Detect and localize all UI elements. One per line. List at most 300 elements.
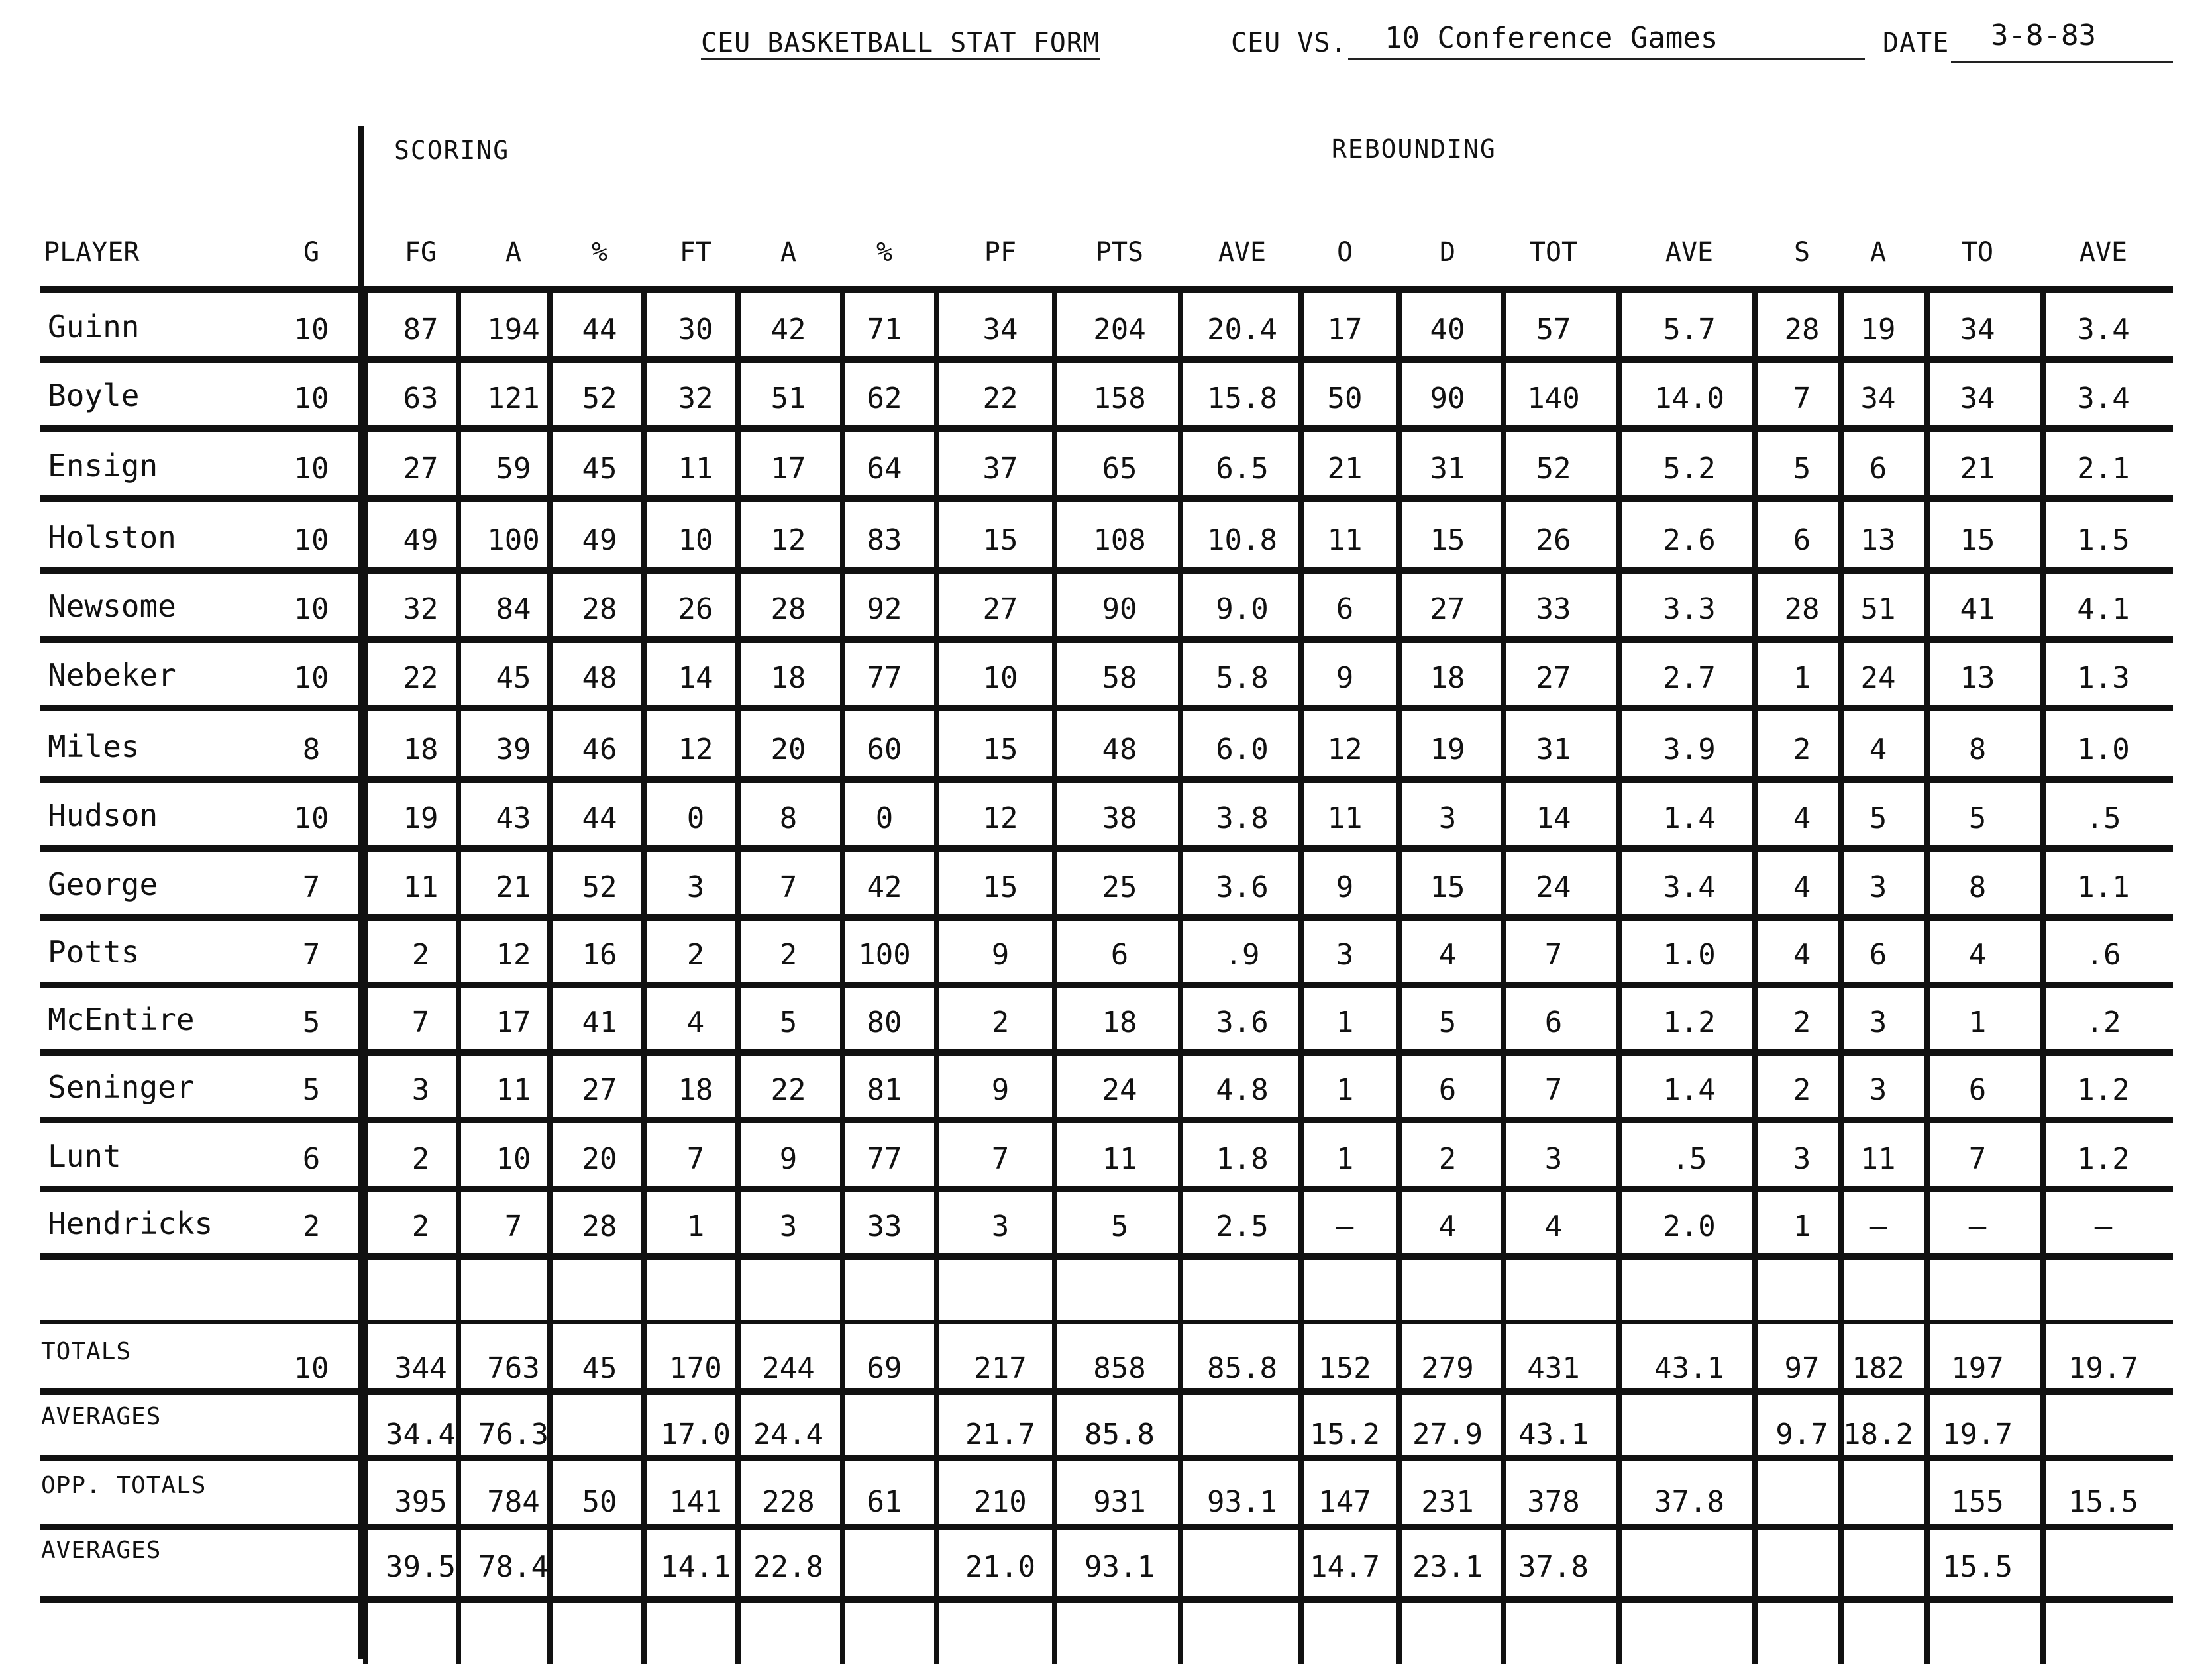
summary-cell: 378 bbox=[1527, 1485, 1580, 1519]
stat-cell: 15 bbox=[1430, 870, 1465, 904]
column-divider bbox=[547, 286, 553, 1664]
stat-cell: 27 bbox=[982, 592, 1018, 626]
stat-cell: 33 bbox=[867, 1210, 902, 1243]
stat-cell: 3 bbox=[1438, 802, 1457, 835]
stat-cell: 19 bbox=[1860, 313, 1896, 346]
stat-cell: 1.0 bbox=[2077, 733, 2130, 766]
summary-cell: 50 bbox=[582, 1485, 617, 1519]
stat-cell: 17 bbox=[1327, 313, 1363, 346]
stat-cell: 9 bbox=[1336, 661, 1354, 695]
stat-cell: 4 bbox=[1544, 1210, 1563, 1243]
summary-cell: 15.5 bbox=[1942, 1550, 2013, 1584]
stat-cell: 52 bbox=[582, 382, 617, 415]
stat-cell: 10 bbox=[678, 523, 713, 557]
stat-cell: 62 bbox=[867, 382, 902, 415]
stat-cell: 6 bbox=[1438, 1073, 1457, 1107]
stat-cell: 3 bbox=[1544, 1142, 1563, 1176]
stat-cell: 81 bbox=[867, 1073, 902, 1107]
stat-cell: 1.2 bbox=[1663, 1006, 1716, 1039]
summary-cell: 39.5 bbox=[386, 1550, 456, 1584]
summary-cell: 244 bbox=[762, 1351, 815, 1385]
summary-rule bbox=[40, 1596, 2173, 1603]
stat-cell: 4 bbox=[1438, 1210, 1457, 1243]
col-header-7: % bbox=[876, 237, 893, 268]
stat-cell: 41 bbox=[582, 1006, 617, 1039]
stat-cell: .5 bbox=[1671, 1142, 1707, 1176]
player-name: Holston bbox=[48, 519, 176, 555]
col-header-16: A bbox=[1870, 237, 1887, 268]
summary-cell: 14.7 bbox=[1310, 1550, 1380, 1584]
stat-cell: 50 bbox=[1327, 382, 1363, 415]
stat-cell: 0 bbox=[875, 802, 894, 835]
stat-cell: 60 bbox=[867, 733, 902, 766]
stat-cell: 1 bbox=[1336, 1073, 1354, 1107]
stat-cell: 1 bbox=[1336, 1142, 1354, 1176]
stat-cell: 7 bbox=[1544, 938, 1563, 972]
stat-cell: 3.6 bbox=[1216, 1006, 1269, 1039]
stat-cell: 64 bbox=[867, 452, 902, 486]
stat-cell: 44 bbox=[582, 313, 617, 346]
stat-cell: 51 bbox=[1860, 592, 1896, 626]
stat-cell: 5.8 bbox=[1216, 661, 1269, 695]
stat-cell: 77 bbox=[867, 1142, 902, 1176]
stat-cell: 3 bbox=[1869, 1073, 1887, 1107]
stat-cell: 108 bbox=[1093, 523, 1146, 557]
col-header-1: G bbox=[303, 237, 320, 268]
stat-cell: 83 bbox=[867, 523, 902, 557]
stat-cell: 45 bbox=[496, 661, 531, 695]
stat-cell: 2 bbox=[411, 1210, 430, 1243]
column-divider bbox=[934, 286, 939, 1664]
stat-cell: 27 bbox=[582, 1073, 617, 1107]
stat-cell: 2.7 bbox=[1663, 661, 1716, 695]
stat-cell: 4 bbox=[1869, 733, 1887, 766]
stat-cell: 10 bbox=[293, 592, 329, 626]
stat-cell: 3.4 bbox=[2077, 382, 2130, 415]
stat-cell: 4.1 bbox=[2077, 592, 2130, 626]
stat-cell: 31 bbox=[1430, 452, 1465, 486]
stat-cell: 18 bbox=[403, 733, 439, 766]
summary-cell: 147 bbox=[1318, 1485, 1371, 1519]
col-header-15: S bbox=[1793, 237, 1811, 268]
summary-cell: 14.1 bbox=[660, 1550, 731, 1584]
summary-cell: 18.2 bbox=[1843, 1418, 1913, 1451]
stat-cell: 10 bbox=[496, 1142, 531, 1176]
summary-cell: 231 bbox=[1421, 1485, 1474, 1519]
stat-cell: 33 bbox=[1536, 592, 1571, 626]
stat-cell: 6 bbox=[1968, 1073, 1987, 1107]
stat-cell: 12 bbox=[678, 733, 713, 766]
stat-cell: 24 bbox=[1536, 870, 1571, 904]
stat-cell: 7 bbox=[779, 870, 798, 904]
col-header-player: PLAYER bbox=[44, 237, 140, 268]
stat-cell: 12 bbox=[1327, 733, 1363, 766]
player-name: Boyle bbox=[48, 378, 140, 413]
stat-cell: 1 bbox=[686, 1210, 705, 1243]
stat-cell: 1.4 bbox=[1663, 1073, 1716, 1107]
stat-cell: 32 bbox=[403, 592, 439, 626]
stat-cell: 26 bbox=[678, 592, 713, 626]
summary-cell: 155 bbox=[1951, 1485, 2004, 1519]
stat-cell: 1 bbox=[1336, 1006, 1354, 1039]
stat-cell: 15 bbox=[982, 870, 1018, 904]
stat-cell: 4 bbox=[1793, 938, 1811, 972]
stat-cell: 12 bbox=[496, 938, 531, 972]
stat-cell: 3.4 bbox=[1663, 870, 1716, 904]
stat-cell: 5 bbox=[1968, 802, 1987, 835]
stat-cell: 12 bbox=[982, 802, 1018, 835]
stat-cell: 46 bbox=[582, 733, 617, 766]
stat-cell: 1 bbox=[1968, 1006, 1987, 1039]
stat-cell: 7 bbox=[686, 1142, 705, 1176]
summary-cell: 152 bbox=[1318, 1351, 1371, 1385]
stat-cell: 77 bbox=[867, 661, 902, 695]
stat-cell: 2 bbox=[686, 938, 705, 972]
player-name: Guinn bbox=[48, 309, 140, 344]
stat-cell: 21 bbox=[1960, 452, 1995, 486]
column-divider bbox=[735, 286, 741, 1664]
summary-cell: 210 bbox=[974, 1485, 1027, 1519]
vs-underline bbox=[1348, 58, 1865, 60]
stat-cell: 20 bbox=[582, 1142, 617, 1176]
date-value[interactable]: 3-8-83 bbox=[1991, 19, 2096, 52]
stat-cell: 10 bbox=[293, 452, 329, 486]
col-header-18: AVE bbox=[2079, 237, 2128, 268]
stat-cell: 100 bbox=[858, 938, 911, 972]
stat-cell: 7 bbox=[504, 1210, 523, 1243]
stat-cell: 37 bbox=[982, 452, 1018, 486]
row-rule bbox=[40, 495, 2173, 502]
summary-label: OPP. TOTALS bbox=[41, 1472, 207, 1499]
stat-cell: .9 bbox=[1224, 938, 1260, 972]
stat-cell: 10 bbox=[293, 661, 329, 695]
summary-cell: 141 bbox=[669, 1485, 722, 1519]
stat-cell: 11 bbox=[496, 1073, 531, 1107]
stat-cell: 34 bbox=[1960, 382, 1995, 415]
stat-cell: 11 bbox=[1860, 1142, 1896, 1176]
stat-cell: 3 bbox=[686, 870, 705, 904]
stat-cell: 7 bbox=[1968, 1142, 1987, 1176]
summary-cell: 279 bbox=[1421, 1351, 1474, 1385]
stat-cell: 45 bbox=[582, 452, 617, 486]
stat-cell: 4.8 bbox=[1216, 1073, 1269, 1107]
stat-cell: 1 bbox=[1793, 661, 1811, 695]
stat-cell: 51 bbox=[770, 382, 806, 415]
stat-cell: – bbox=[2094, 1210, 2113, 1243]
col-header-4: % bbox=[591, 237, 608, 268]
stat-cell: 2.5 bbox=[1216, 1210, 1269, 1243]
player-name: Hendricks bbox=[48, 1206, 213, 1241]
stat-cell: 28 bbox=[1784, 313, 1820, 346]
player-name: Potts bbox=[48, 934, 140, 970]
stat-cell: 49 bbox=[403, 523, 439, 557]
stat-cell: 12 bbox=[770, 523, 806, 557]
summary-cell: 763 bbox=[487, 1351, 540, 1385]
stat-cell: – bbox=[1336, 1210, 1354, 1243]
summary-cell: 931 bbox=[1093, 1485, 1146, 1519]
stat-cell: 1.8 bbox=[1216, 1142, 1269, 1176]
stat-cell: 204 bbox=[1093, 313, 1146, 346]
stat-cell: 100 bbox=[487, 523, 540, 557]
column-divider bbox=[1616, 286, 1622, 1664]
stat-cell: 59 bbox=[496, 452, 531, 486]
summary-label: TOTALS bbox=[41, 1338, 132, 1365]
summary-cell: 93.1 bbox=[1207, 1485, 1277, 1519]
blank-row-rule bbox=[40, 1320, 2173, 1324]
stat-cell: .2 bbox=[2085, 1006, 2121, 1039]
stat-cell: 32 bbox=[678, 382, 713, 415]
summary-cell: 170 bbox=[669, 1351, 722, 1385]
stat-cell: – bbox=[1968, 1210, 1987, 1243]
summary-rule bbox=[40, 1455, 2173, 1461]
stat-cell: 158 bbox=[1093, 382, 1146, 415]
col-header-12: D bbox=[1439, 237, 1456, 268]
stat-cell: 14 bbox=[1536, 802, 1571, 835]
row-rule bbox=[40, 567, 2173, 574]
stat-cell: 90 bbox=[1102, 592, 1137, 626]
stat-cell: 4 bbox=[1968, 938, 1987, 972]
stat-cell: 5 bbox=[302, 1073, 321, 1107]
stat-cell: 3.9 bbox=[1663, 733, 1716, 766]
stat-cell: 3.3 bbox=[1663, 592, 1716, 626]
stat-cell: 30 bbox=[678, 313, 713, 346]
stat-cell: 52 bbox=[1536, 452, 1571, 486]
stat-cell: 6 bbox=[302, 1142, 321, 1176]
player-name: Miles bbox=[48, 729, 140, 764]
stat-cell: 42 bbox=[867, 870, 902, 904]
col-header-14: AVE bbox=[1665, 237, 1714, 268]
stat-cell: 10 bbox=[293, 802, 329, 835]
summary-rule bbox=[40, 1388, 2173, 1395]
summary-cell: 21.0 bbox=[965, 1550, 1035, 1584]
stat-cell: 4 bbox=[1793, 802, 1811, 835]
stat-cell: 92 bbox=[867, 592, 902, 626]
column-divider bbox=[363, 286, 368, 1664]
summary-cell: 93.1 bbox=[1084, 1550, 1155, 1584]
stat-cell: 20 bbox=[770, 733, 806, 766]
stat-cell: 3.8 bbox=[1216, 802, 1269, 835]
col-header-9: PTS bbox=[1095, 237, 1144, 268]
stat-cell: 2.0 bbox=[1663, 1210, 1716, 1243]
summary-cell: 97 bbox=[1784, 1351, 1820, 1385]
player-name: Hudson bbox=[48, 798, 158, 833]
stat-cell: 28 bbox=[582, 592, 617, 626]
row-rule bbox=[40, 1253, 2173, 1260]
stat-cell: .6 bbox=[2085, 938, 2121, 972]
column-divider bbox=[1924, 286, 1930, 1664]
stat-cell: 2 bbox=[779, 938, 798, 972]
summary-cell: 78.4 bbox=[478, 1550, 549, 1584]
col-header-13: TOT bbox=[1529, 237, 1578, 268]
stat-cell: 40 bbox=[1430, 313, 1465, 346]
player-name: George bbox=[48, 866, 158, 902]
column-divider bbox=[1052, 286, 1057, 1664]
stat-cell: 8 bbox=[779, 802, 798, 835]
stat-cell: 3.6 bbox=[1216, 870, 1269, 904]
summary-cell: 24.4 bbox=[753, 1418, 823, 1451]
summary-cell: 197 bbox=[1951, 1351, 2004, 1385]
summary-cell: 182 bbox=[1852, 1351, 1905, 1385]
column-divider bbox=[641, 286, 647, 1664]
stat-cell: 1.5 bbox=[2077, 523, 2130, 557]
stat-cell: 10.8 bbox=[1207, 523, 1277, 557]
summary-cell: 344 bbox=[394, 1351, 447, 1385]
stat-cell: 34 bbox=[1860, 382, 1896, 415]
stat-cell: 27 bbox=[1536, 661, 1571, 695]
summary-cell: 22.8 bbox=[753, 1550, 823, 1584]
stat-cell: 58 bbox=[1102, 661, 1137, 695]
stat-cell: 194 bbox=[487, 313, 540, 346]
stat-cell: – bbox=[1869, 1210, 1887, 1243]
col-header-11: O bbox=[1336, 237, 1353, 268]
stat-cell: 18 bbox=[1102, 1006, 1137, 1039]
summary-cell: 858 bbox=[1093, 1351, 1146, 1385]
stat-cell: 25 bbox=[1102, 870, 1137, 904]
form-title: CEU BASKETBALL STAT FORM bbox=[701, 28, 1100, 60]
summary-label: AVERAGES bbox=[41, 1403, 162, 1430]
stat-cell: 43 bbox=[496, 802, 531, 835]
stat-cell: 49 bbox=[582, 523, 617, 557]
stat-cell: 4 bbox=[1438, 938, 1457, 972]
summary-cell: 217 bbox=[974, 1351, 1027, 1385]
stat-cell: 7 bbox=[991, 1142, 1010, 1176]
stat-cell: 42 bbox=[770, 313, 806, 346]
vs-value[interactable]: 10 Conference Games bbox=[1385, 21, 1718, 55]
stat-cell: 41 bbox=[1960, 592, 1995, 626]
column-divider bbox=[1298, 286, 1304, 1664]
stat-cell: 3 bbox=[1336, 938, 1354, 972]
summary-cell: 431 bbox=[1527, 1351, 1580, 1385]
stat-cell: .5 bbox=[2085, 802, 2121, 835]
summary-cell: 43.1 bbox=[1654, 1351, 1724, 1385]
header-rule bbox=[40, 286, 2173, 293]
summary-cell: 27.9 bbox=[1412, 1418, 1483, 1451]
stat-cell: 65 bbox=[1102, 452, 1137, 486]
stat-cell: 2 bbox=[1793, 1006, 1811, 1039]
summary-cell: 69 bbox=[867, 1351, 902, 1385]
summary-cell: 15.5 bbox=[2068, 1485, 2138, 1519]
stat-cell: 10 bbox=[293, 313, 329, 346]
stat-cell: 13 bbox=[1960, 661, 1995, 695]
player-name: Ensign bbox=[48, 448, 158, 484]
stat-cell: 38 bbox=[1102, 802, 1137, 835]
summary-cell: 23.1 bbox=[1412, 1550, 1483, 1584]
stat-cell: 27 bbox=[1430, 592, 1465, 626]
stat-cell: 17 bbox=[496, 1006, 531, 1039]
summary-cell: 76.3 bbox=[478, 1418, 549, 1451]
summary-cell: 21.7 bbox=[965, 1418, 1035, 1451]
stat-cell: 2 bbox=[1793, 733, 1811, 766]
row-rule bbox=[40, 1186, 2173, 1192]
stat-cell: 0 bbox=[686, 802, 705, 835]
row-rule bbox=[40, 776, 2173, 783]
column-divider bbox=[840, 286, 845, 1664]
stat-cell: 5 bbox=[1793, 452, 1811, 486]
stat-cell: 15 bbox=[1430, 523, 1465, 557]
stat-cell: 2 bbox=[991, 1006, 1010, 1039]
player-name: Nebeker bbox=[48, 657, 176, 693]
stat-cell: 1.4 bbox=[1663, 802, 1716, 835]
stat-cell: 3 bbox=[411, 1073, 430, 1107]
stat-cell: 7 bbox=[302, 938, 321, 972]
player-name: Seninger bbox=[48, 1069, 195, 1105]
row-rule bbox=[40, 1117, 2173, 1123]
col-header-6: A bbox=[780, 237, 797, 268]
stat-cell: 71 bbox=[867, 313, 902, 346]
stat-cell: 48 bbox=[1102, 733, 1137, 766]
stat-cell: 15 bbox=[1960, 523, 1995, 557]
stat-cell: 2 bbox=[411, 1142, 430, 1176]
stat-cell: 1.0 bbox=[1663, 938, 1716, 972]
section-rebounding: REBOUNDING bbox=[1332, 134, 1497, 164]
stat-cell: 3 bbox=[1793, 1142, 1811, 1176]
stat-cell: 10 bbox=[293, 382, 329, 415]
summary-cell: 61 bbox=[867, 1485, 902, 1519]
stat-cell: 18 bbox=[1430, 661, 1465, 695]
stat-cell: 22 bbox=[982, 382, 1018, 415]
stat-cell: 140 bbox=[1527, 382, 1580, 415]
stat-cell: 26 bbox=[1536, 523, 1571, 557]
stat-cell: 6 bbox=[1793, 523, 1811, 557]
stat-cell: 10 bbox=[982, 661, 1018, 695]
col-header-10: AVE bbox=[1218, 237, 1267, 268]
stat-cell: 9 bbox=[1336, 870, 1354, 904]
stat-cell: 52 bbox=[582, 870, 617, 904]
stat-cell: 18 bbox=[770, 661, 806, 695]
col-header-2: FG bbox=[404, 237, 437, 268]
stat-cell: 1.1 bbox=[2077, 870, 2130, 904]
col-header-5: FT bbox=[679, 237, 712, 268]
stat-cell: 1.2 bbox=[2077, 1142, 2130, 1176]
stat-cell: 1.2 bbox=[2077, 1073, 2130, 1107]
stat-cell: 90 bbox=[1430, 382, 1465, 415]
row-rule bbox=[40, 636, 2173, 643]
stat-cell: 6 bbox=[1869, 452, 1887, 486]
stat-cell: 22 bbox=[770, 1073, 806, 1107]
stat-cell: 2 bbox=[1438, 1142, 1457, 1176]
row-rule bbox=[40, 356, 2173, 363]
stat-cell: 20.4 bbox=[1207, 313, 1277, 346]
stat-cell: 14 bbox=[678, 661, 713, 695]
column-divider bbox=[1396, 286, 1402, 1664]
summary-cell: 37.8 bbox=[1518, 1550, 1589, 1584]
stat-cell: 5.7 bbox=[1663, 313, 1716, 346]
date-underline bbox=[1951, 61, 2173, 63]
stat-cell: 2.1 bbox=[2077, 452, 2130, 486]
summary-cell: 34.4 bbox=[386, 1418, 456, 1451]
summary-rule bbox=[40, 1524, 2173, 1530]
stat-cell: 7 bbox=[411, 1006, 430, 1039]
row-rule bbox=[40, 705, 2173, 711]
stat-cell: 6 bbox=[1336, 592, 1354, 626]
stat-cell: 19 bbox=[403, 802, 439, 835]
stat-cell: 11 bbox=[403, 870, 439, 904]
stat-cell: 3 bbox=[1869, 1006, 1887, 1039]
summary-cell: 37.8 bbox=[1654, 1485, 1724, 1519]
stat-cell: 2 bbox=[302, 1210, 321, 1243]
stat-cell: 15.8 bbox=[1207, 382, 1277, 415]
stat-cell: 17 bbox=[770, 452, 806, 486]
column-divider bbox=[456, 286, 461, 1664]
stat-cell: 6 bbox=[1544, 1006, 1563, 1039]
summary-cell: 228 bbox=[762, 1485, 815, 1519]
stat-cell: 5 bbox=[779, 1006, 798, 1039]
stat-cell: 63 bbox=[403, 382, 439, 415]
stat-cell: 8 bbox=[302, 733, 321, 766]
stat-cell: 24 bbox=[1860, 661, 1896, 695]
stat-cell: 11 bbox=[678, 452, 713, 486]
summary-cell: 9.7 bbox=[1775, 1418, 1828, 1451]
